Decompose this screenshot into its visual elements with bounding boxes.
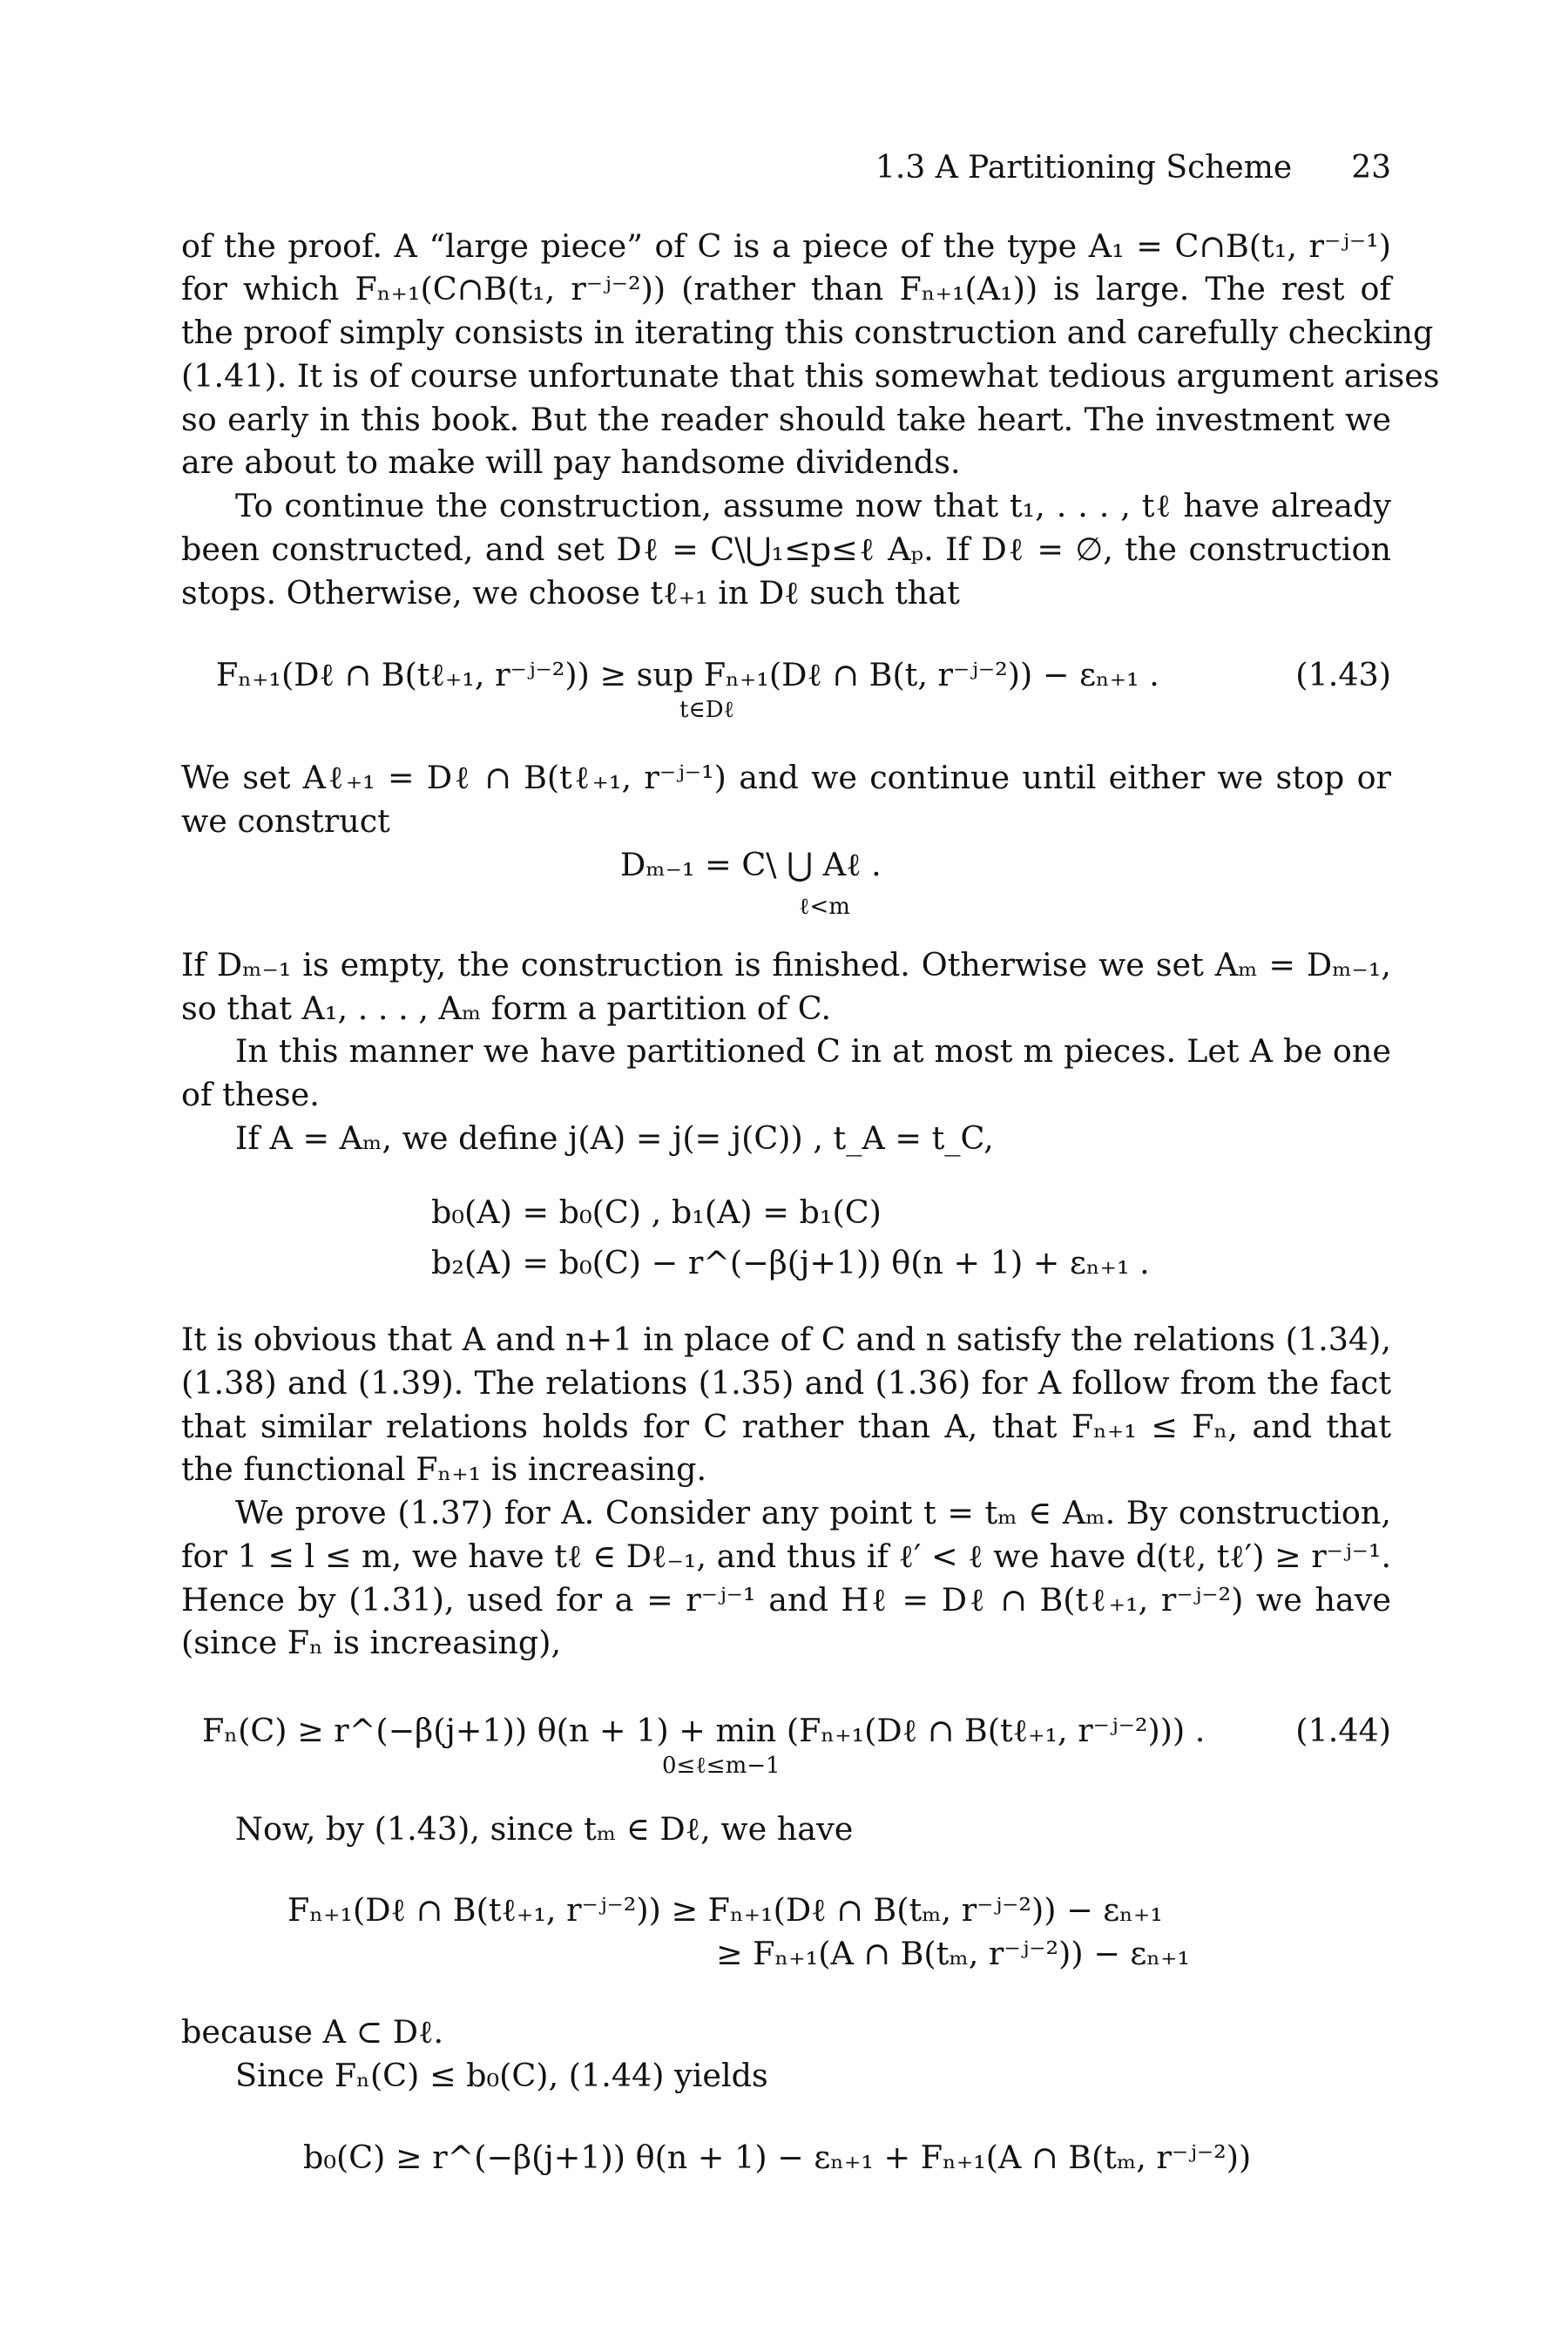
text-line: of the proof. A “large piece” of C is a piece of the type A₁ = C∩B(t₁, r⁻ʲ⁻¹) <box>181 227 1391 265</box>
text-line: In this manner we have partitioned C in at most m pieces. Let A be one <box>235 1032 1391 1070</box>
equation-chain-2: ≥ Fₙ₊₁(A ∩ B(tₘ, r⁻ʲ⁻²)) − εₙ₊₁ <box>716 1935 1191 1972</box>
text-line: of these. <box>181 1076 320 1113</box>
text-line: the functional Fₙ₊₁ is increasing. <box>181 1450 707 1488</box>
section-title: 1.3 A Partitioning Scheme <box>875 150 1293 186</box>
text-line: that similar relations holds for C rather than A, that Fₙ₊₁ ≤ Fₙ, and that <box>181 1408 1391 1445</box>
text-line: Now, by (1.43), since tₘ ∈ Dℓ, we have <box>235 1810 854 1848</box>
equation-1-44: Fₙ(C) ≥ r^(−β(j+1)) θ(n + 1) + min (Fₙ₊₁(Dℓ ∩ B(tℓ₊₁, r⁻ʲ⁻²))) . <box>202 1712 1206 1749</box>
equation-b0-bound: b₀(C) ≥ r^(−β(j+1)) θ(n + 1) − εₙ₊₁ + Fₙ₊₁(A ∩ B(tₘ, r⁻ʲ⁻²)) <box>303 2139 1252 2176</box>
equation-chain-1: Fₙ₊₁(Dℓ ∩ B(tℓ₊₁, r⁻ʲ⁻²)) ≥ Fₙ₊₁(Dℓ ∩ B(tₘ, r⁻ʲ⁻²)) − εₙ₊₁ <box>287 1891 1163 1929</box>
text-line: If A = Aₘ, we define j(A) = j(= j(C)) , t_A = t_C, <box>235 1119 994 1157</box>
text-line: the proof simply consists in iterating this construction and carefully checking <box>181 314 1434 351</box>
equation-tag: (1.43) <box>1295 656 1391 693</box>
text-line: (since Fₙ is increasing), <box>181 1624 562 1661</box>
text-line: We set Aℓ₊₁ = Dℓ ∩ B(tℓ₊₁, r⁻ʲ⁻¹) and we continue until either we stop or <box>181 759 1391 796</box>
equation-b0-b1: b₀(A) = b₀(C) , b₁(A) = b₁(C) <box>431 1193 882 1231</box>
equation-1-43-subscript: t∈Dℓ <box>679 697 734 723</box>
text-line: are about to make will pay handsome dividends. <box>181 443 961 481</box>
text-line: for 1 ≤ l ≤ m, we have tℓ ∈ Dℓ₋₁, and thus if ℓ′ < ℓ we have d(tℓ, tℓ′) ≥ r⁻ʲ⁻¹. <box>181 1538 1392 1575</box>
text-line: we construct <box>181 802 390 840</box>
running-header <box>875 146 1391 190</box>
text-line: Hence by (1.31), used for a = r⁻ʲ⁻¹ and Hℓ = Dℓ ∩ B(tℓ₊₁, r⁻ʲ⁻²) we have <box>181 1581 1391 1619</box>
equation-b2: b₂(A) = b₀(C) − r^(−β(j+1)) θ(n + 1) + εₙ₊₁ . <box>431 1244 1150 1281</box>
equation-d-m-minus-1: Dₘ₋₁ = C\ ⋃ Aℓ . <box>620 846 882 883</box>
equation-1-43: Fₙ₊₁(Dℓ ∩ B(tℓ₊₁, r⁻ʲ⁻²)) ≥ sup Fₙ₊₁(Dℓ ∩ B(t, r⁻ʲ⁻²)) − εₙ₊₁ . <box>216 656 1159 693</box>
text-line: We prove (1.37) for A. Consider any point t = tₘ ∈ Aₘ. By construction, <box>235 1494 1391 1531</box>
text-line: stops. Otherwise, we choose tℓ₊₁ in Dℓ such that <box>181 574 960 612</box>
text-line: been constructed, and set Dℓ = C\⋃₁≤p≤ℓ Aₚ. If Dℓ = ∅, the construction <box>181 531 1391 568</box>
text-line: for which Fₙ₊₁(C∩B(t₁, r⁻ʲ⁻²)) (rather than Fₙ₊₁(A₁)) is large. The rest of <box>181 270 1391 308</box>
text-line: (1.38) and (1.39). The relations (1.35) and (1.36) for A follow from the fact <box>181 1364 1391 1402</box>
equation-tag: (1.44) <box>1295 1712 1391 1749</box>
text-line: To continue the construction, assume now that t₁, . . . , tℓ have already <box>235 487 1391 524</box>
text-line: because A ⊂ Dℓ. <box>181 2013 444 2051</box>
text-line: It is obvious that A and n+1 in place of C and n satisfy the relations (1.34), <box>181 1321 1391 1358</box>
page-number: 23 <box>1351 150 1391 186</box>
text-line: (1.41). It is of course unfortunate that this somewhat tedious argument arises <box>181 357 1440 395</box>
equation-1-44-subscript: 0≤ℓ≤m−1 <box>662 1753 781 1779</box>
equation-d-m-minus-1-subscript: ℓ<m <box>799 894 850 920</box>
text-line: so that A₁, . . . , Aₘ form a partition of C. <box>181 990 832 1027</box>
text-line: If Dₘ₋₁ is empty, the construction is finished. Otherwise we set Aₘ = Dₘ₋₁, <box>181 946 1391 983</box>
text-line: so early in this book. But the reader should take heart. The investment we <box>181 401 1391 438</box>
text-line: Since Fₙ(C) ≤ b₀(C), (1.44) yields <box>235 2057 768 2094</box>
